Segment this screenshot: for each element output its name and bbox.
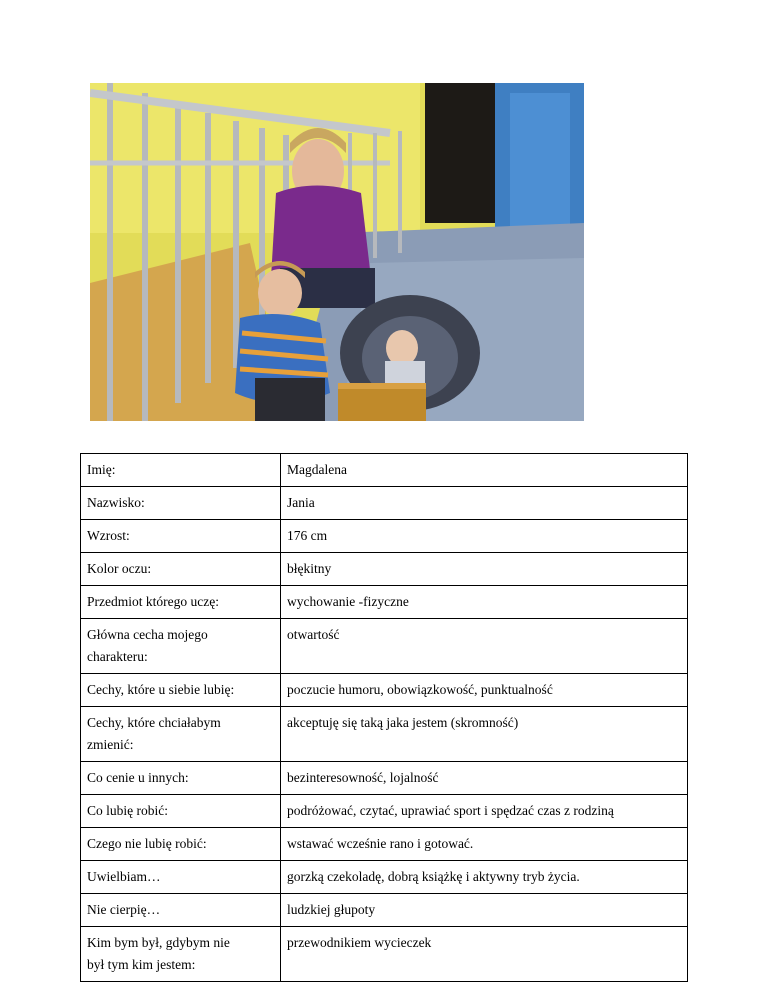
table-row: [81, 454, 688, 487]
row-label: Imię:: [81, 454, 281, 487]
table-row: [81, 707, 688, 762]
profile-table: [80, 453, 688, 982]
row-value: podróżować, czytać, uprawiać sport i spędzać czas z rodziną: [281, 795, 688, 828]
table-row: [81, 586, 688, 619]
table-row: [81, 828, 688, 861]
row-value: bezinteresowność, lojalność: [281, 762, 688, 795]
row-label: Czego nie lubię robić:: [81, 828, 281, 861]
row-value: wychowanie -fizyczne: [281, 586, 688, 619]
row-value: poczucie humoru, obowiązkowość, punktualność: [281, 674, 688, 707]
table-row: [81, 861, 688, 894]
table-row: [81, 487, 688, 520]
table-row: [81, 795, 688, 828]
row-value: gorzką czekoladę, dobrą książkę i aktywny tryb życia.: [281, 861, 688, 894]
table-row: [81, 674, 688, 707]
table-row: [81, 520, 688, 553]
row-value: ludzkiej głupoty: [281, 894, 688, 927]
row-value: otwartość: [281, 619, 688, 674]
row-label: Cechy, które u siebie lubię:: [81, 674, 281, 707]
row-label: Nie cierpię…: [81, 894, 281, 927]
row-label: Kolor oczu:: [81, 553, 281, 586]
row-value: wstawać wcześnie rano i gotować.: [281, 828, 688, 861]
family-photo: [90, 83, 584, 421]
table-row: [81, 762, 688, 795]
row-value: akceptuję się taką jaka jestem (skromność): [281, 707, 688, 762]
row-label: Co lubię robić:: [81, 795, 281, 828]
row-value: przewodnikiem wycieczek: [281, 927, 688, 982]
row-label: Co cenie u innych:: [81, 762, 281, 795]
row-label: Przedmiot którego uczę:: [81, 586, 281, 619]
row-value: błękitny: [281, 553, 688, 586]
row-value: Magdalena: [281, 454, 688, 487]
row-label: Cechy, które chciałabym zmienić:: [81, 707, 281, 762]
row-label: Nazwisko:: [81, 487, 281, 520]
row-label: Kim bym był, gdybym nie był tym kim jestem:: [81, 927, 281, 982]
photo-illustration: [90, 83, 584, 421]
row-label: Główna cecha mojego charakteru:: [81, 619, 281, 674]
table-row: [81, 619, 688, 674]
row-label: Wzrost:: [81, 520, 281, 553]
table-row: [81, 553, 688, 586]
row-value: 176 cm: [281, 520, 688, 553]
row-label: Uwielbiam…: [81, 861, 281, 894]
row-value: Jania: [281, 487, 688, 520]
table-row: [81, 894, 688, 927]
table-row: [81, 927, 688, 982]
